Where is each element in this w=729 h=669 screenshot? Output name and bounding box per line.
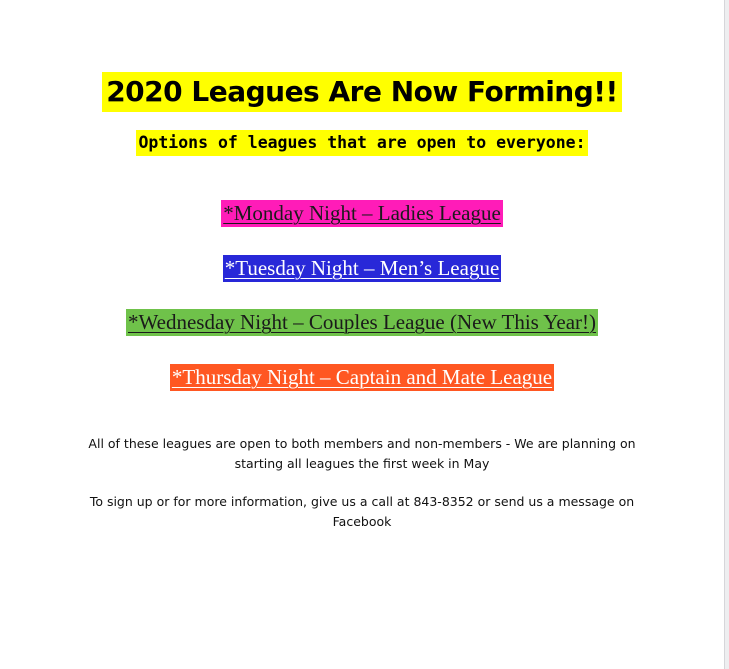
league-item-wednesday	[0, 309, 724, 336]
page-title-row	[0, 72, 724, 112]
contact-paragraph	[0, 492, 724, 532]
subtitle-row	[0, 130, 724, 156]
league-label: *Monday Night – Ladies League	[223, 201, 501, 225]
membership-line-2: starting all leagues the first week in May	[234, 456, 490, 471]
page-subtitle: Options of leagues that are open to everyone:	[136, 130, 587, 156]
league-label: *Tuesday Night – Men’s League	[224, 256, 500, 280]
league-item-tuesday	[0, 255, 724, 282]
league-label: *Thursday Night – Captain and Mate League	[171, 365, 553, 389]
membership-paragraph	[0, 434, 724, 474]
contact-line-1: To sign up or for more information, give us a call at 843-8352 or send us a message on	[89, 494, 635, 509]
league-item-monday	[0, 200, 724, 227]
contact-line-2: Facebook	[332, 514, 392, 529]
league-item-thursday	[0, 364, 724, 391]
page-title: 2020 Leagues Are Now Forming!!	[102, 72, 622, 112]
league-label: *Wednesday Night – Couples League (New This Year!)	[128, 310, 596, 334]
membership-line-1: All of these leagues are open to both members and non-members - We are planning on	[88, 436, 636, 451]
